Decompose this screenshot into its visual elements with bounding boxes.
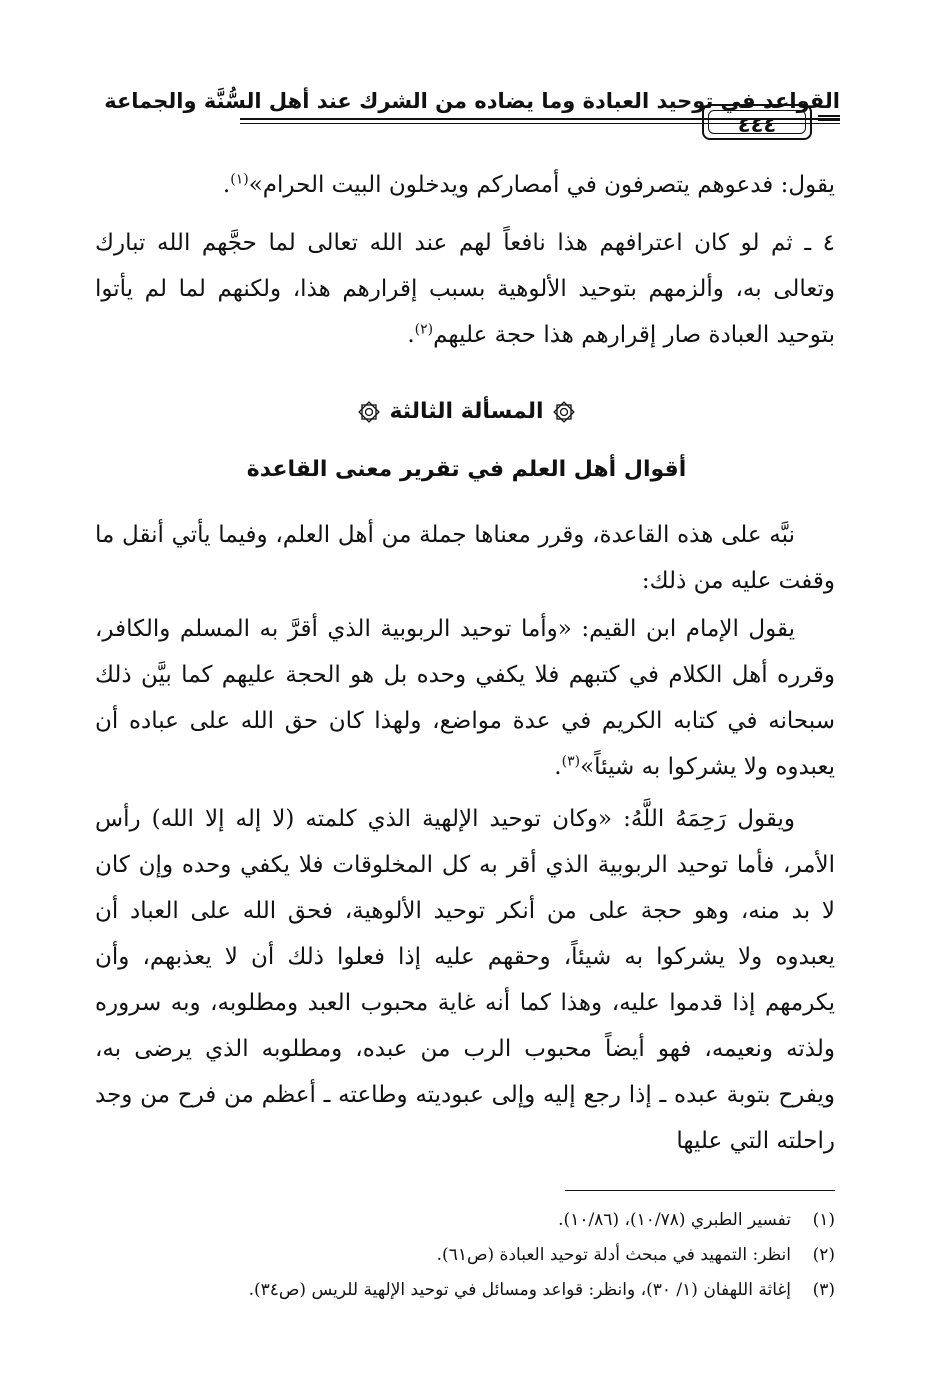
paragraph-5: ويقول رَحِمَهُ اللَّهُ: «وكان توحيد الإلهية الذي كلمته (لا إله إلا الله) رأس الأمر، فأما توحيد الربوبية الذي أقر به كل المخلوقات فلا يكفي وحده وإن كان لا بد منه، وهو حجة على من أنكر توحيد الألوهية، فحق الله على العباد أن يعبدوه ولا يشركوا به شيئاً، وحقهم عليه إذا فعلوا ذلك أن لا يعذبهم، وأن يكرمهم إذا قدموا عليه، وهذا كما أنه غاية محبوب العبد ومطلوبه، وبه سروره ولذته ونعيمه، فهو أيضاً محبوب الرب من عبده، ومطلوبه الذي يرضى به، ويفرح بتوبة عبده ـ إذا رجع إليه وإلى عبوديته وطاعته ـ أعظم من فرح من وجد راحلته التي عليها bbox=[95, 806, 835, 1154]
footnotes bbox=[95, 1203, 835, 1308]
paragraph-text: يقول الإمام ابن القيم: «وأما توحيد الربوبية الذي أقرَّ به المسلم والكافر، وقرره أهل الكلام في كتبهم فلا يكفي وحده بل هو الحجة عليهم كما بيَّن ذلك سبحانه في كتابه الكريم في عدة مواضع، ولهذا كان حق الله على عباده أن يعبدوه ولا يشركوا به شيئاً» bbox=[95, 616, 835, 780]
footnote-ref-3[interactable]: (٣) bbox=[561, 753, 581, 770]
footnote bbox=[95, 1238, 835, 1273]
page-number: ٤٤٤ bbox=[737, 113, 777, 137]
paragraph-text: ٤ ـ ثم لو كان اعترافهم هذا نافعاً لهم عند الله تعالى لما حجَّهم الله تبارك وتعالى به، وألزمهم بتوحيد الألوهية بسبب إقرارهم هذا، ولكنهم لما لم يأتوا بتوحيد العبادة صار إقرارهم هذا حجة عليهم bbox=[95, 230, 835, 348]
footnote-separator bbox=[565, 1190, 835, 1191]
footnote-ref-1[interactable]: (١) bbox=[230, 171, 249, 188]
footnote-text: إغاثة اللهفان (١/ ٣٠)، وانظر: قواعد ومسائل في توحيد الإلهية للريس (ص٣٤). bbox=[248, 1280, 791, 1300]
ornament-icon bbox=[357, 400, 381, 424]
header-rule-tail-thin bbox=[818, 120, 840, 121]
paragraph-1: يقول: فدعوهم يتصرفون في أمصاركم ويدخلون البيت الحرام»$^{(١)}$. bbox=[222, 171, 835, 198]
ornament-icon bbox=[552, 400, 576, 424]
footnote-ref-2[interactable]: (٢) bbox=[414, 321, 434, 338]
footnote-text: تفسير الطبري (١٠/٧٨)، (١٠/٨٦). bbox=[558, 1210, 791, 1230]
subheading: أقوال أهل العلم في تقرير معنى القاعدة bbox=[246, 457, 687, 482]
header-rule-tail bbox=[818, 115, 840, 117]
running-header bbox=[80, 86, 840, 146]
paragraph-text: يقول: فدعوهم يتصرفون في أمصاركم ويدخلون البيت الحرام» bbox=[248, 172, 835, 198]
footnote-number: (١) bbox=[812, 1210, 835, 1230]
page-number-frame bbox=[702, 104, 812, 140]
footnote bbox=[95, 1203, 835, 1238]
footnote-text: انظر: التمهيد في مبحث أدلة توحيد العبادة (ص٦١). bbox=[436, 1245, 791, 1265]
section-heading: المسألة الثالثة bbox=[0, 395, 933, 429]
footnote-number: (٣) bbox=[812, 1280, 835, 1300]
header-title: القواعد في توحيد العبادة وما يضاده من الشرك عند أهل السُّنَّة والجماعة bbox=[104, 89, 840, 113]
paragraph-3: نبَّه على هذه القاعدة، وقرر معناها جملة من أهل العلم، وفيما يأتي أنقل ما وقفت عليه من ذلك: bbox=[95, 522, 835, 594]
footnote-number: (٢) bbox=[812, 1245, 835, 1265]
paragraph-2: ٤ ـ ثم لو كان اعترافهم هذا نافعاً لهم عند الله تعالى لما حجَّهم الله تبارك وتعالى به، وألزمهم بتوحيد الألوهية بسبب إقرارهم هذا، ولكنهم لما لم يأتوا بتوحيد العبادة صار إقرارهم هذا حجة عليهم$^{(٢)}$. bbox=[95, 230, 835, 348]
footnote bbox=[95, 1273, 835, 1308]
paragraph-4: يقول الإمام ابن القيم: «وأما توحيد الربوبية الذي أقرَّ به المسلم والكافر، وقرره أهل الكلام في كتبهم فلا يكفي وحده بل هو الحجة عليهم كما بيَّن ذلك سبحانه في كتابه الكريم في عدة مواضع، ولهذا كان حق الله على عباده أن يعبدوه ولا يشركوا به شيئاً»$^{(٣)}$. bbox=[95, 616, 835, 780]
